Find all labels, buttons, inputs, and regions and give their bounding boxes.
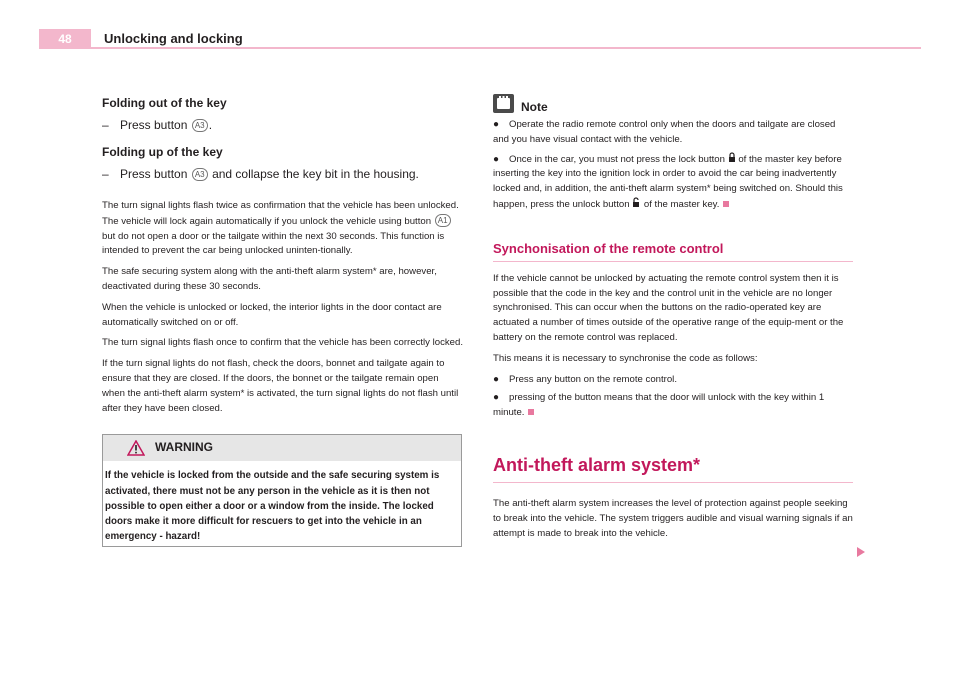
bullet-text: of the master key before inserting the key into the ignition lock in order to avoid the car being inadvertently locked and, in addition, the anti-theft alarm system* being switched on. Should this happen, press the unlock button bbox=[493, 153, 843, 210]
warning-triangle-icon bbox=[127, 440, 145, 456]
bullet-text: Press any button on the remote control. bbox=[509, 373, 677, 385]
callout-a3: A3 bbox=[192, 119, 208, 132]
unlock-icon bbox=[632, 197, 641, 208]
alarm-paragraph: The anti-theft alarm system increases the level of protection against people seeking to break into the vehicle. The system triggers audible and visual warning signals if an attempt is made to break into the vehicle. bbox=[493, 497, 853, 539]
step-text: Press button bbox=[120, 167, 188, 181]
warning-text: If the vehicle is locked from the outside and the safe securing system is activated, there must not be any person in the vehicle as it is then not possible to open either a door or a window from the inside. The locked doors make it more difficult for rescuers to get into the vehicle in an emergency - hazard! bbox=[105, 470, 440, 543]
paragraph-text: but do not open a door or the tailgate within the next 30 seconds. This function is intended to prevent the car being unlocked uninten-tionally. bbox=[102, 230, 445, 257]
step-dash: – bbox=[102, 167, 109, 181]
sync-paragraph-2: This means it is necessary to synchronise the code as follows: bbox=[493, 352, 758, 364]
note-bullet-lock-button bbox=[493, 152, 853, 213]
note-label: Note bbox=[521, 100, 548, 114]
folding-up-step bbox=[102, 165, 464, 183]
sync-bullet-press bbox=[493, 373, 853, 388]
sync-heading: Synchonisation of the remote control bbox=[493, 241, 853, 262]
warning-label: WARNING bbox=[155, 440, 213, 455]
bullet: ● bbox=[493, 392, 500, 404]
folding-out-step bbox=[102, 116, 464, 134]
end-mark bbox=[528, 409, 534, 415]
left-column bbox=[102, 94, 464, 547]
bullet: ● bbox=[493, 119, 500, 130]
note-icon bbox=[493, 94, 514, 113]
sync-paragraph: If the vehicle cannot be unlocked by actuating the remote control system then it is possible that the code in the key and the control unit in the vehicle are no longer synchronised. This can occur when the buttons on the radio-operated key are actuated a number of times outside of the operative range of the equip-ment or the battery on the remote control was replaced. bbox=[493, 272, 844, 343]
step-text: Press button bbox=[120, 118, 188, 132]
page-header-title: Unlocking and locking bbox=[104, 31, 243, 46]
bullet: ● bbox=[493, 153, 500, 165]
bullet: ● bbox=[493, 373, 500, 385]
paragraph-no-flash: If the turn signal lights do not flash, check the doors, bonnet and tailgate again to ensure that they are closed. If the doors, the bonnet or the tailgate remain open when the anti-theft alarm system* is activated, the turn signal lights do not flash until after they have been closed. bbox=[102, 358, 459, 414]
note-header bbox=[493, 94, 853, 118]
paragraph-text: The turn signal lights flash twice as confirmation that the vehicle has been unlocked. The vehicle will lock again automatically if you unlock the vehicle using button bbox=[102, 200, 459, 227]
paragraph-flash-once: The turn signal lights flash once to confirm that the vehicle has been correctly locked. bbox=[102, 337, 464, 349]
bullet-text: Once in the car, you must not press the lock button bbox=[509, 153, 725, 165]
callout-a1: A1 bbox=[435, 214, 451, 227]
bullet-text: of the master key. bbox=[643, 198, 720, 210]
right-column bbox=[493, 94, 853, 547]
bullet-text: pressing of the button means that the door will unlock with the key within 1 minute. bbox=[493, 392, 825, 419]
bullet-text: Operate the radio remote control only when the doors and tailgate are closed and you have visual contact with the vehicle. bbox=[493, 119, 836, 145]
folding-out-heading: Folding out of the key bbox=[102, 96, 227, 110]
note-bullet-radio bbox=[493, 118, 853, 148]
header-rule bbox=[39, 47, 921, 49]
warning-header bbox=[103, 435, 461, 461]
paragraph-safe-securing: The safe securing system along with the anti-theft alarm system* are, however, deactivated during these 30 seconds. bbox=[102, 266, 437, 292]
alarm-heading: Anti-theft alarm system* bbox=[493, 455, 853, 483]
paragraph-flash-twice bbox=[102, 199, 464, 259]
paragraph-interior-lights: When the vehicle is unlocked or locked, the interior lights in the door contact are automatically switched on or off. bbox=[102, 301, 442, 328]
page-number: 48 bbox=[39, 29, 91, 49]
continue-arrow-icon bbox=[856, 546, 866, 558]
warning-box bbox=[102, 434, 462, 547]
folding-up-heading: Folding up of the key bbox=[102, 145, 223, 159]
step-end: and collapse the key bit in the housing. bbox=[212, 167, 419, 181]
sync-bullet-unlock bbox=[493, 391, 853, 421]
step-end: . bbox=[208, 118, 213, 132]
end-mark bbox=[723, 201, 729, 207]
callout-a3: A3 bbox=[192, 168, 208, 181]
step-dash: – bbox=[102, 118, 109, 132]
lock-icon bbox=[728, 152, 736, 163]
